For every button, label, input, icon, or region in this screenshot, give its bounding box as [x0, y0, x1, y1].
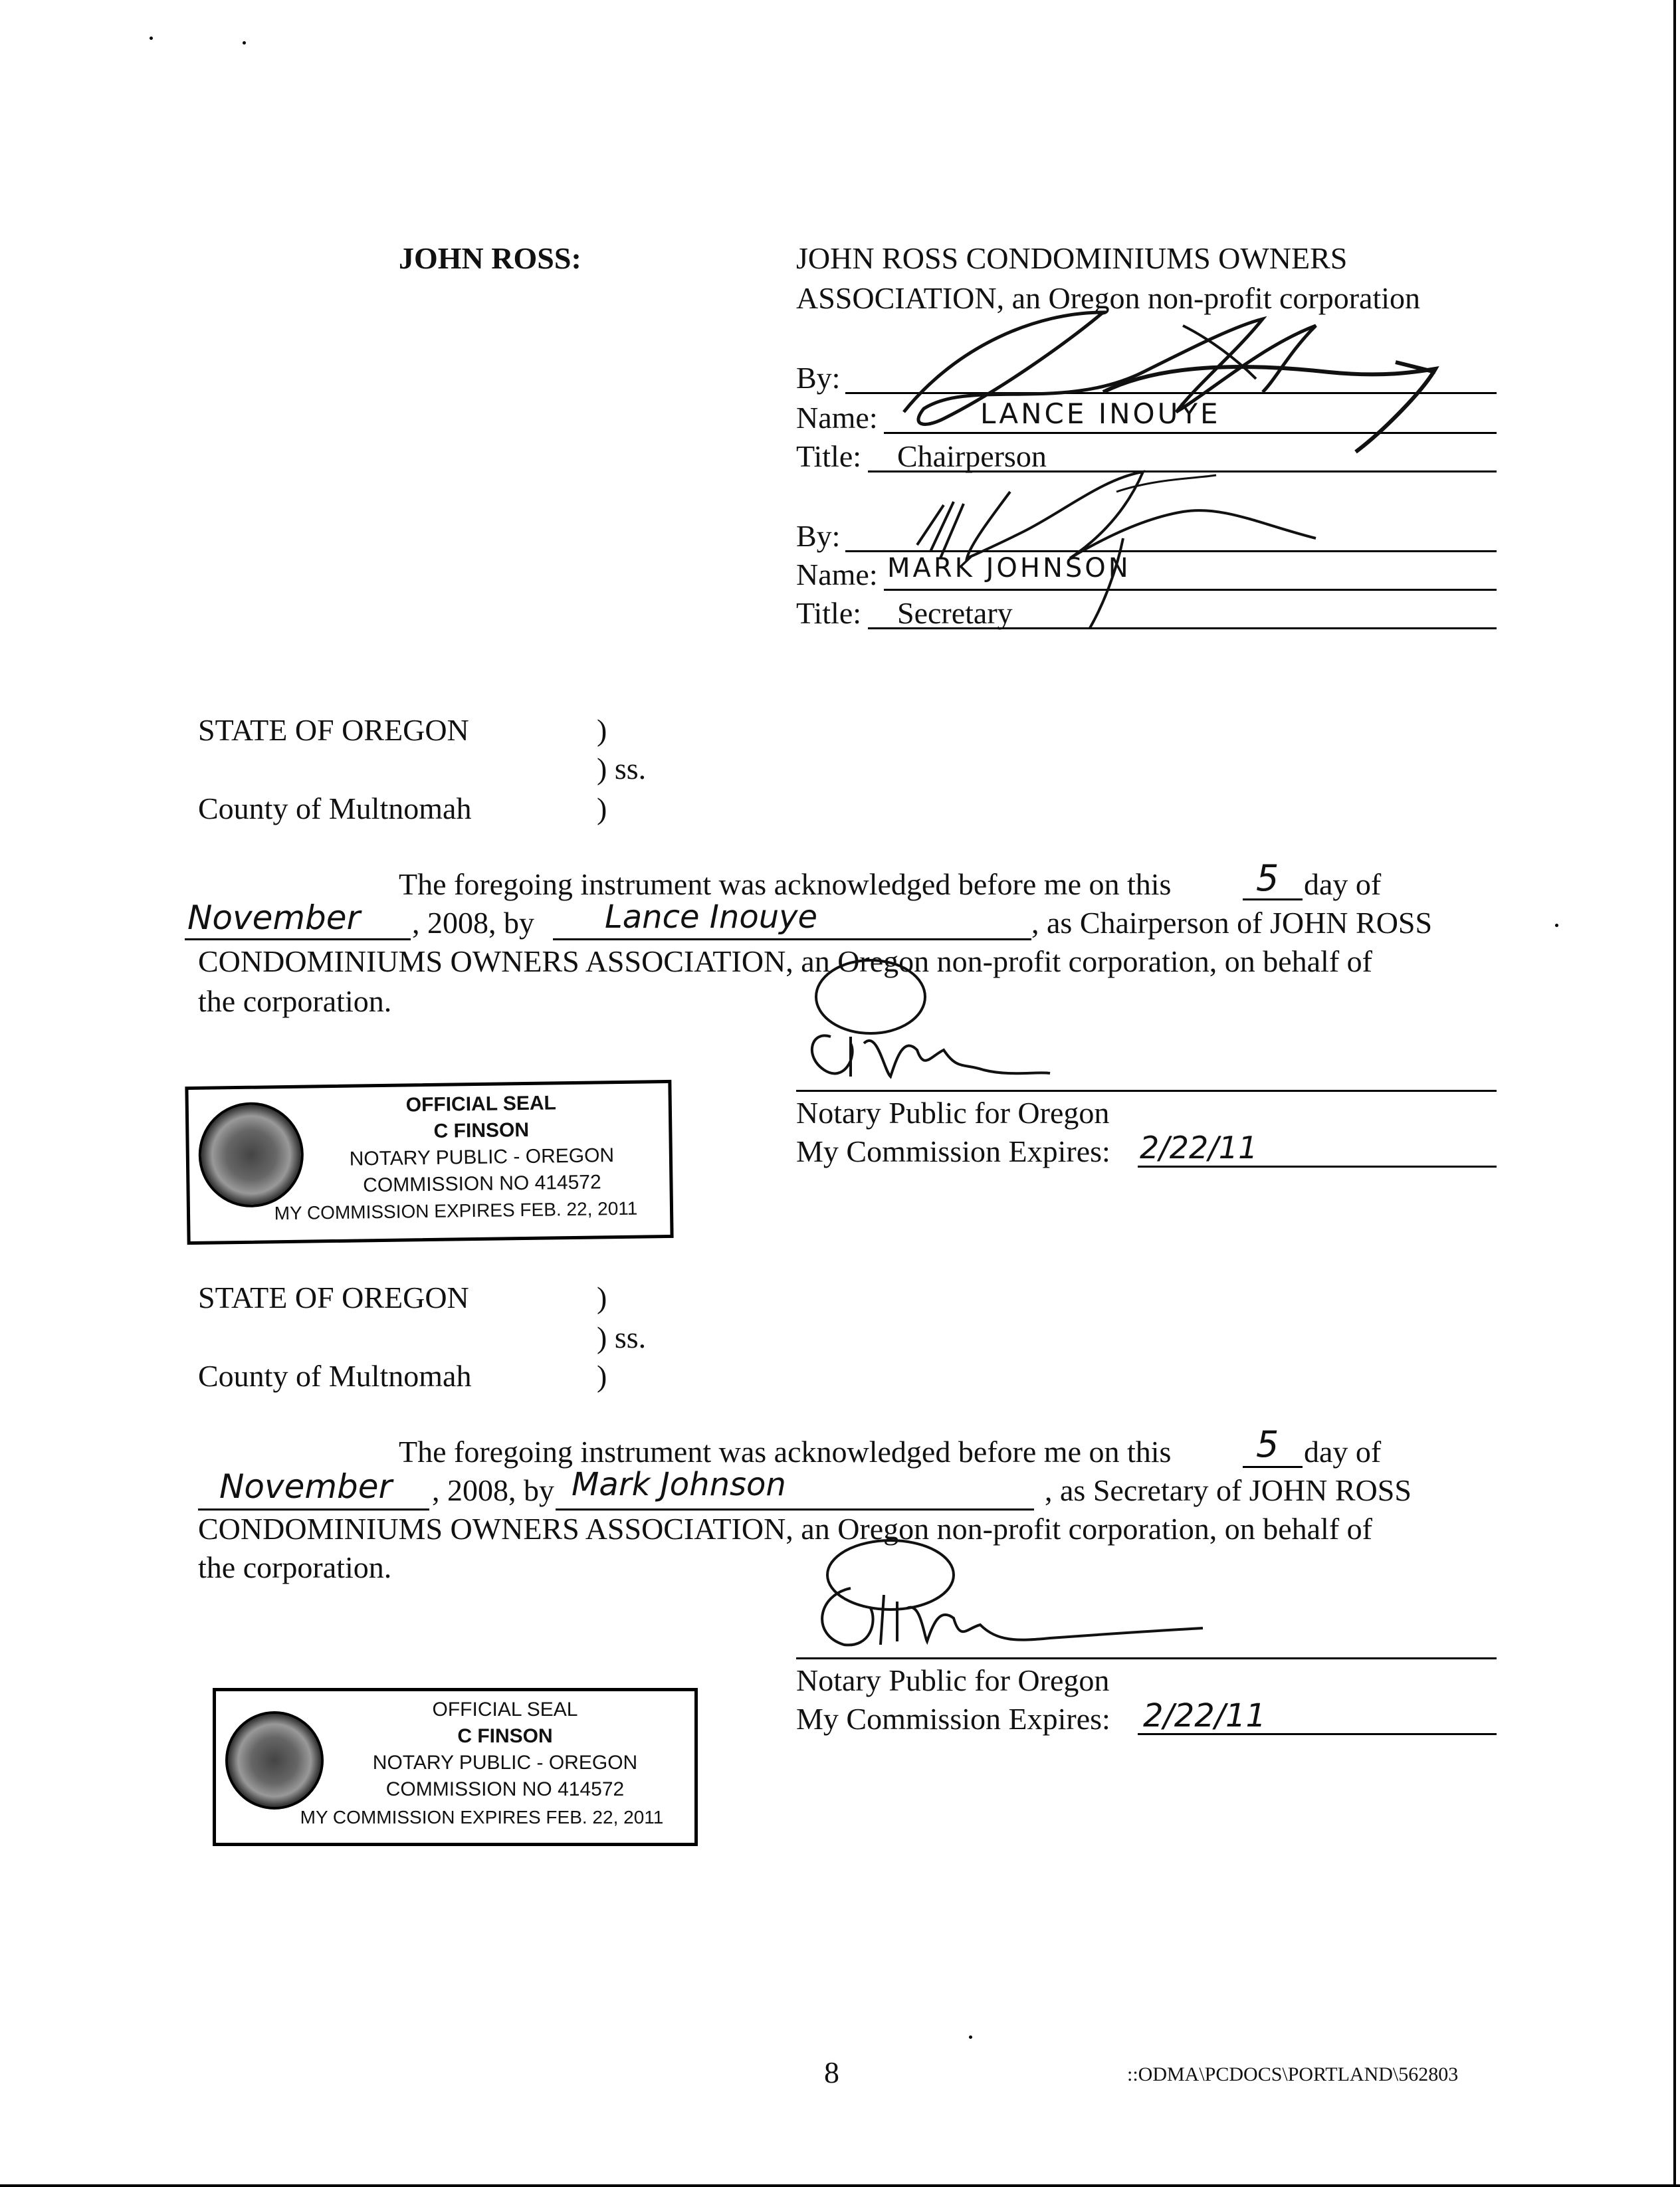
notary-signature-1 [784, 957, 1063, 1090]
notary-expires-label-2: My Commission Expires: [796, 1702, 1110, 1736]
signer2-signature [904, 465, 1329, 631]
venue-county-1: County of Multnomah [198, 791, 472, 825]
name-label-2: Name: [796, 558, 878, 591]
signer1-title: Chairperson [897, 439, 1047, 473]
title-label-2: Title: [796, 596, 862, 630]
venue-paren-2b: ) [597, 1359, 607, 1393]
ack2-day: 5 [1256, 1423, 1279, 1465]
venue-paren-1a: ) [597, 713, 607, 747]
scan-speck [1555, 924, 1558, 927]
by-label-2: By: [796, 519, 841, 553]
signer2-printed-name: MARK JOHNSON [887, 553, 1131, 583]
page-border-right [1673, 0, 1676, 2187]
seal2-line4: COMMISSION NO 414572 [385, 1778, 625, 1800]
ack2-day-of: day of [1304, 1435, 1382, 1469]
ack1-month-line[interactable] [185, 938, 411, 940]
signer1-signature [864, 299, 1489, 459]
name-label-1: Name: [796, 401, 878, 435]
signer2-title: Secretary [897, 596, 1013, 630]
ack2-line3: CONDOMINIUMS OWNERS ASSOCIATION, an Oregon non-profit corporation, on behalf of [198, 1512, 1372, 1546]
ack2-capacity: , as Secretary of JOHN ROSS [1045, 1473, 1412, 1507]
signer1-printed-name: LANCE INOUYE [980, 397, 1221, 430]
page-number: 8 [824, 2055, 839, 2089]
seal2-line2: C FINSON [457, 1725, 553, 1747]
ack1-year-by: , 2008, by [412, 906, 534, 940]
ack1-capacity: , as Chairperson of JOHN ROSS [1031, 906, 1433, 940]
notary-expires-value-2: 2/22/11 [1143, 1697, 1267, 1734]
ack2-lead: The foregoing instrument was acknowledged before me on this [399, 1435, 1172, 1469]
notary-signature-line-1[interactable] [796, 1090, 1497, 1092]
ack1-lead: The foregoing instrument was acknowledged before me on this [399, 867, 1172, 901]
page-border-bottom [0, 2184, 1680, 2187]
notary-seal-2 [213, 1688, 698, 1846]
seal1-line1: OFFICIAL SEAL [405, 1092, 557, 1116]
ack2-person: Mark Johnson [572, 1466, 786, 1503]
ack1-month: November [187, 898, 361, 937]
seal1-line4: COMMISSION NO 414572 [363, 1171, 601, 1197]
seal1-line2: C FINSON [433, 1118, 530, 1142]
notary-signature-line-2[interactable] [796, 1657, 1497, 1659]
notary-seal-1 [185, 1080, 673, 1245]
ack2-day-line[interactable] [1243, 1466, 1303, 1468]
venue-state-1: STATE OF OREGON [198, 713, 469, 747]
notary-expires-line-1[interactable] [1138, 1166, 1497, 1168]
by-label-1: By: [796, 361, 841, 395]
notary-expires-value-1: 2/22/11 [1140, 1130, 1258, 1166]
seal2-line5: MY COMMISSION EXPIRES FEB. 22, 2011 [300, 1807, 664, 1827]
notary-signature-2 [797, 1535, 1223, 1655]
venue-ss-1: ) ss. [597, 752, 647, 785]
association-name-line2: ASSOCIATION, an Oregon non-profit corporation [796, 281, 1421, 315]
document-path: ::ODMA\PCDOCS\PORTLAND\562803 [1127, 2063, 1459, 2085]
state-seal-emblem [225, 1711, 324, 1810]
association-name-line1: JOHN ROSS CONDOMINIUMS OWNERS [796, 241, 1348, 275]
ack2-year-by: , 2008, by [432, 1473, 554, 1507]
notary-expires-label-1: My Commission Expires: [796, 1134, 1110, 1168]
scan-speck [969, 2035, 972, 2039]
scan-speck [150, 37, 153, 40]
ack1-day-of: day of [1304, 867, 1382, 901]
ack1-line3: CONDOMINIUMS OWNERS ASSOCIATION, an Oregon non-profit corporation, on behalf of [198, 944, 1372, 978]
seal2-line1: OFFICIAL SEAL [432, 1699, 578, 1720]
ack1-day: 5 [1256, 857, 1279, 899]
notary-label-2: Notary Public for Oregon [796, 1663, 1110, 1697]
seal1-line3: NOTARY PUBLIC - OREGON [349, 1144, 615, 1170]
venue-ss-2: ) ss. [597, 1320, 647, 1354]
title-label-1: Title: [796, 439, 862, 473]
state-seal-emblem [198, 1102, 304, 1208]
ack1-person-line[interactable] [553, 938, 1031, 940]
ack1-person: Lance Inouye [605, 898, 818, 936]
scan-speck [243, 41, 246, 45]
party-heading: JOHN ROSS: [399, 241, 581, 275]
ack1-line4: the corporation. [198, 984, 392, 1018]
venue-county-2: County of Multnomah [198, 1359, 472, 1393]
venue-paren-2a: ) [597, 1281, 607, 1314]
venue-state-2: STATE OF OREGON [198, 1281, 469, 1314]
venue-paren-1b: ) [597, 791, 607, 825]
ack2-month: November [219, 1467, 393, 1506]
ack2-line4: the corporation. [198, 1550, 392, 1584]
seal2-line3: NOTARY PUBLIC - OREGON [372, 1752, 638, 1774]
notary-label-1: Notary Public for Oregon [796, 1096, 1110, 1130]
seal1-line5: MY COMMISSION EXPIRES FEB. 22, 2011 [274, 1198, 638, 1224]
